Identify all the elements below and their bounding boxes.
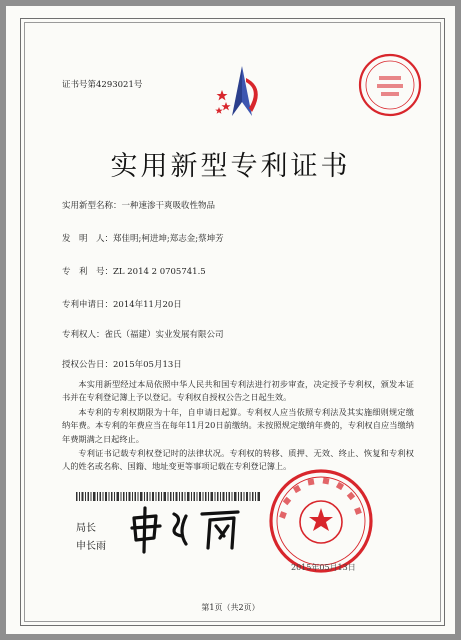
body-paragraph: 专利证书记载专利权登记时的法律状况。专利权的转移、质押、无效、终止、恢复和专利权人的姓名或名称、国籍、地址变更等事项记载在专利登记簿上。 <box>62 448 414 472</box>
printing-house-stamp <box>357 52 423 118</box>
filing-date-label: 专利申请日： <box>62 300 114 310</box>
barcode <box>76 492 262 501</box>
filing-date-row <box>62 298 182 310</box>
patentee-label: 专利权人： <box>62 330 105 340</box>
grant-date-row <box>62 358 182 370</box>
patent-number-value: ZL 2014 2 0705741.5 <box>113 267 206 277</box>
page-title: 实用新型专利证书 <box>110 151 351 182</box>
filing-date-value: 2014年11月20日 <box>113 300 182 310</box>
body-paragraph: 本实用新型经过本局依照中华人民共和国专利法进行初步审查，决定授予专利权，颁发本证书并在专利登记簿上予以登记。专利权自授权公告之日起生效。 <box>62 379 414 403</box>
signatory-name: 申长雨 <box>76 541 106 552</box>
grant-date-value: 2015年05月13日 <box>113 360 182 370</box>
inventor-row <box>62 232 224 244</box>
utility-name-row <box>62 199 215 211</box>
body-paragraph: 本专利的专利权期限为十年，自申请日起算。专利权人应当依照专利法及其实施细则规定缴纳年费。本专利的年费应当在每年11月20日前缴纳。未按照规定缴纳年费的，专利权自应当缴纳年费期满之日起终止。 <box>62 407 414 444</box>
certificate-sheet <box>6 6 455 634</box>
signature-mark <box>126 504 246 554</box>
page-number: 第1页（共2页） <box>201 603 260 612</box>
patent-number-label: 专 利 号： <box>62 267 114 277</box>
inventor-value: 郑佳明;柯进坤;郑志金;蔡坤芳 <box>113 234 224 244</box>
utility-name-value: 一种速渗干爽吸收性物品 <box>121 201 216 211</box>
certificate-number: 证书号第4293021号 <box>62 80 143 90</box>
official-seal <box>268 468 374 574</box>
inventor-label: 发 明 人： <box>62 234 114 244</box>
patentee-row <box>62 328 224 340</box>
utility-name-label: 实用新型名称： <box>62 201 122 211</box>
patent-number-row <box>62 265 206 277</box>
seal-date: 2015年05月13日 <box>291 563 356 572</box>
patent-office-logo-icon <box>212 62 272 122</box>
grant-date-label: 授权公告日： <box>62 360 114 370</box>
signatory-title: 局长 <box>76 523 96 534</box>
patentee-value: 雀氏（福建）实业发展有限公司 <box>104 330 224 340</box>
